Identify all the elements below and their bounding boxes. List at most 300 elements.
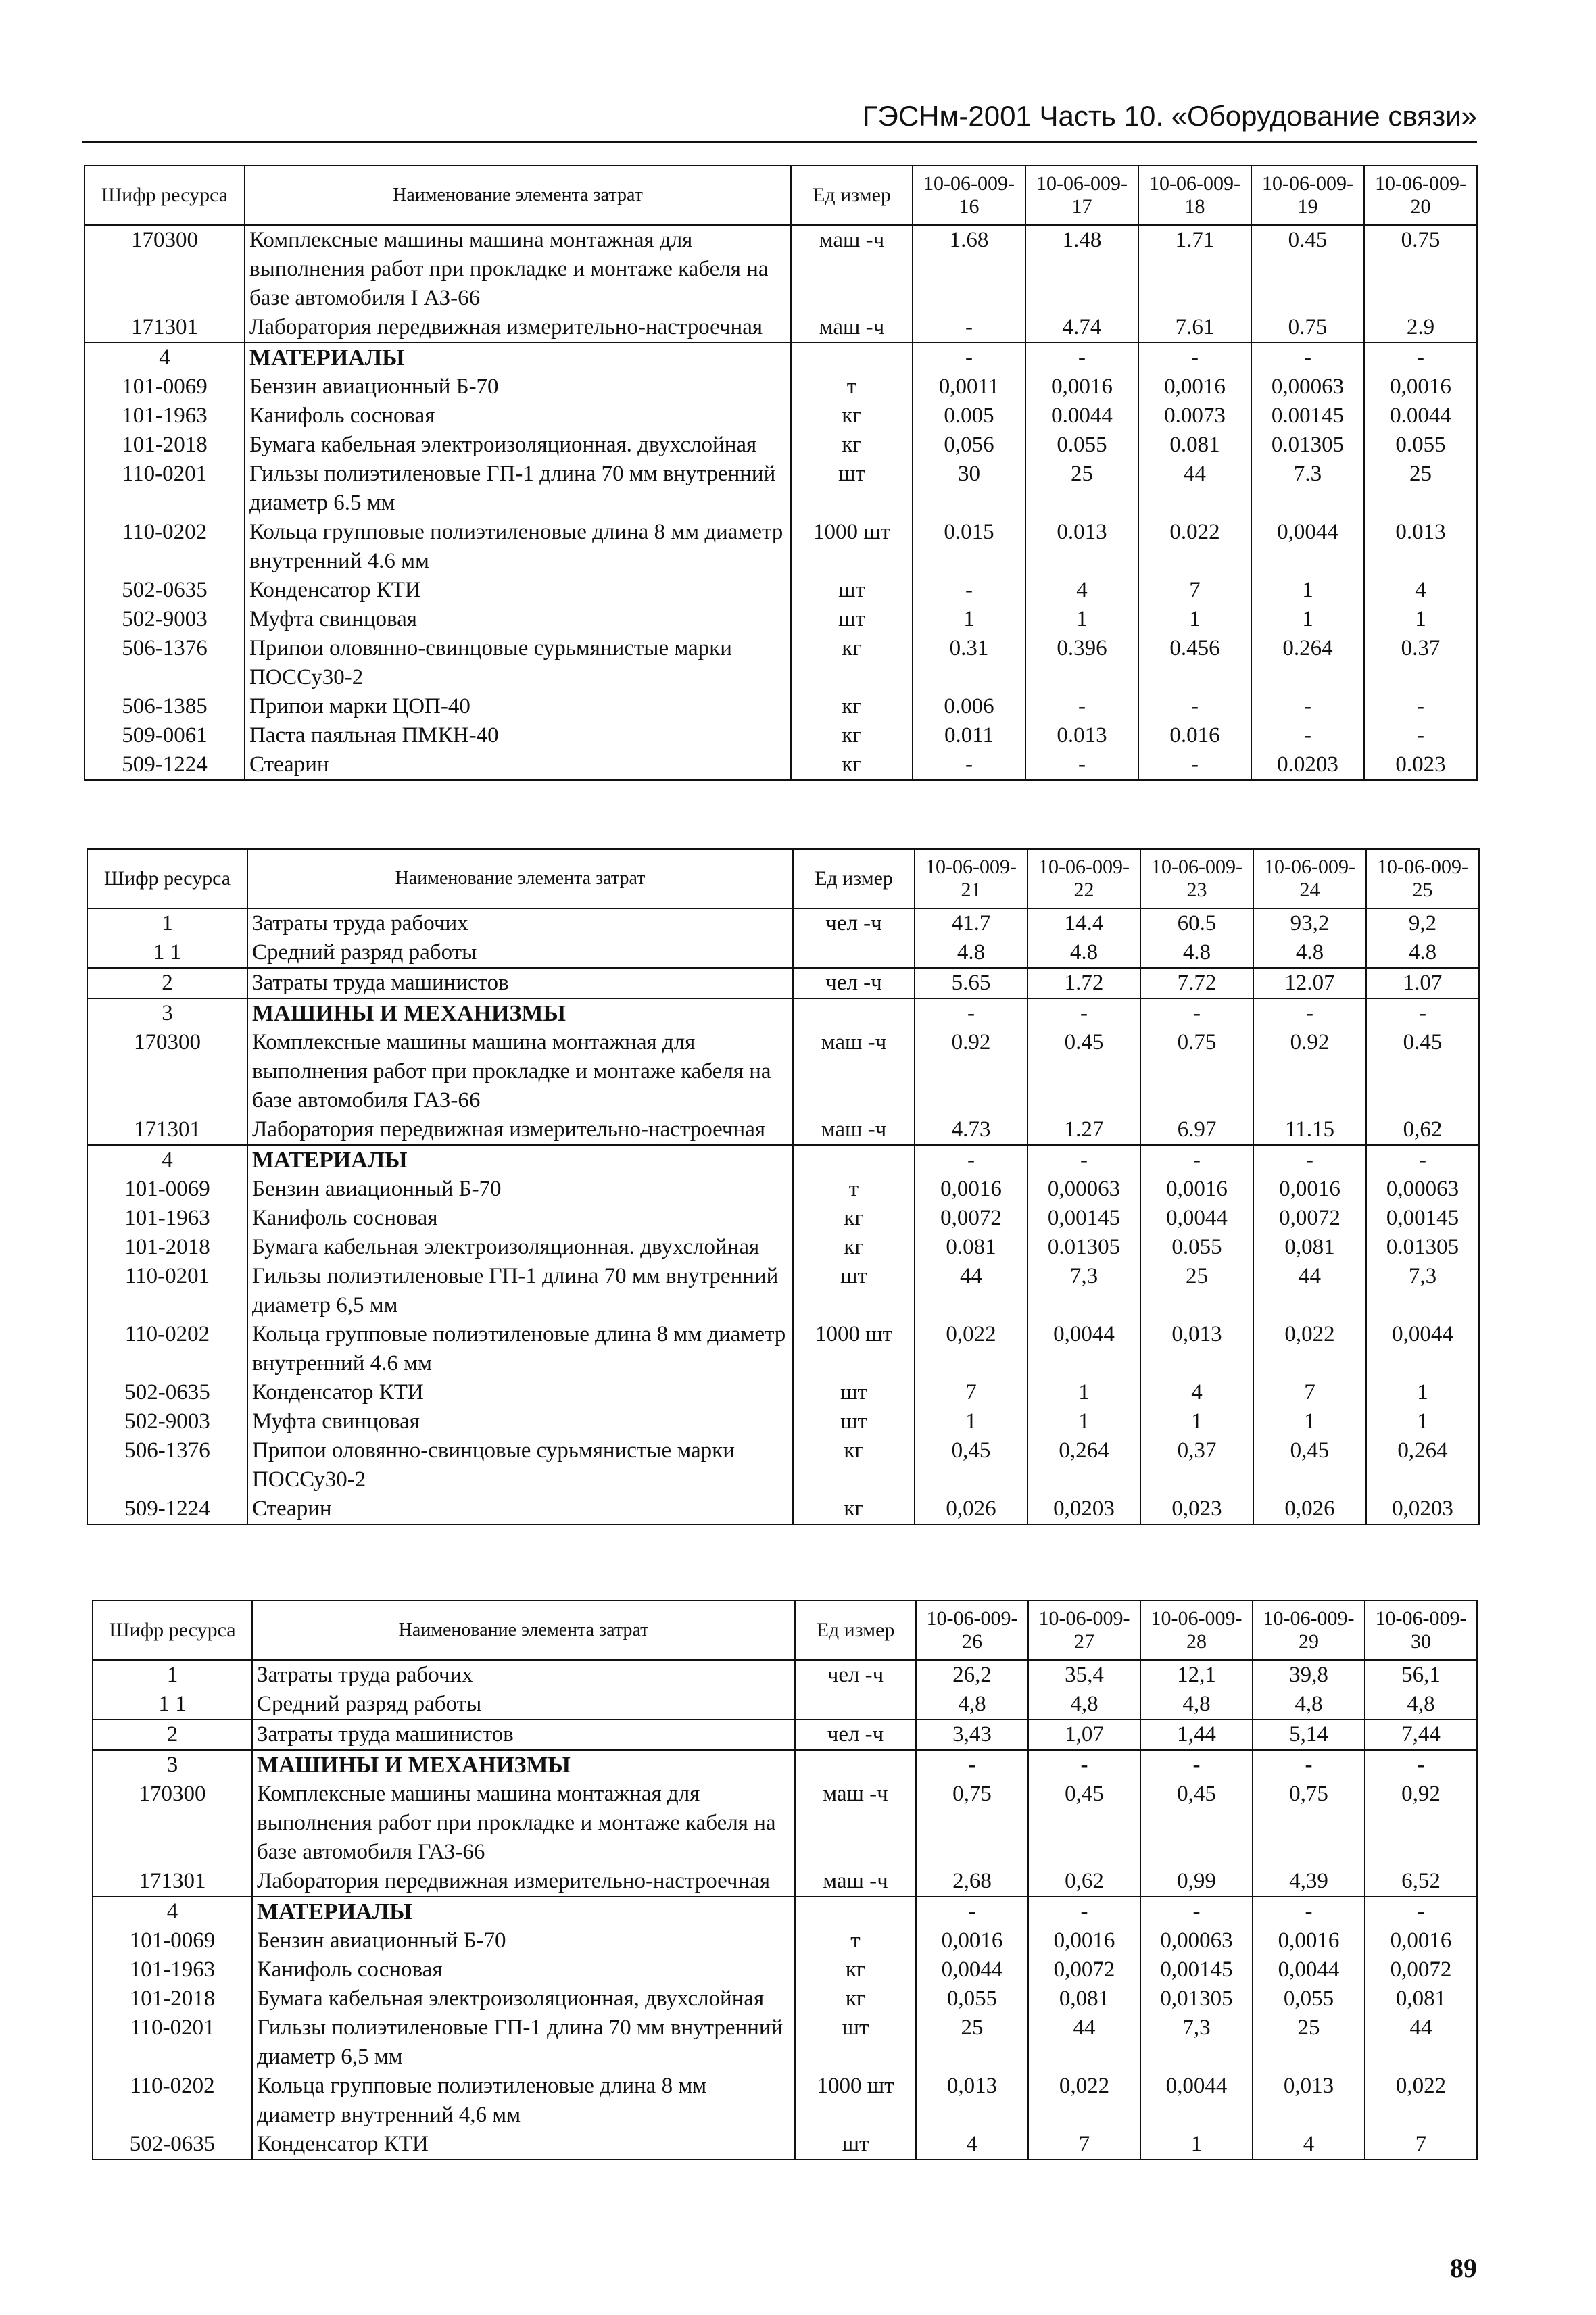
norm-value: 0,75 xyxy=(1253,1780,1365,1867)
resource-code: 110-0202 xyxy=(87,1320,247,1378)
norm-value: 0.005 xyxy=(913,401,1025,431)
norm-value: 4.8 xyxy=(1253,938,1366,968)
norm-value: 0,056 xyxy=(913,431,1025,460)
norm-value: 0,00063 xyxy=(1251,372,1364,401)
norm-value: 1 xyxy=(1140,1407,1253,1436)
norm-value: 0,022 xyxy=(1365,2072,1477,2130)
norm-value: 0,0016 xyxy=(1365,1926,1477,1955)
cost-element-name: МАТЕРИАЛЫ xyxy=(245,343,791,372)
header-norm-code: 10-06-009-24 xyxy=(1253,849,1366,908)
norm-value: 7 xyxy=(1365,2130,1477,2160)
norm-value: 0.01305 xyxy=(1251,431,1364,460)
norm-value: 0.022 xyxy=(1138,518,1251,576)
header-norm-code: 10-06-009-29 xyxy=(1253,1601,1365,1660)
norm-value: 0.92 xyxy=(915,1028,1027,1115)
unit-of-measure: чел -ч xyxy=(793,908,915,938)
norm-value: 4,8 xyxy=(1253,1690,1365,1720)
norm-value: 0,62 xyxy=(1366,1115,1479,1145)
cost-element-name: Муфта свинцовая xyxy=(245,605,791,634)
header-norm-code: 10-06-009-16 xyxy=(913,166,1025,225)
norm-value: 0.055 xyxy=(1025,431,1138,460)
norm-value: 0,081 xyxy=(1028,1984,1140,2014)
unit-of-measure: кг xyxy=(791,401,913,431)
norm-value: 0.75 xyxy=(1251,313,1364,343)
norm-value: 56,1 xyxy=(1365,1660,1477,1690)
unit-of-measure: кг xyxy=(793,1204,915,1233)
unit-of-measure: кг xyxy=(793,1233,915,1262)
norm-value: 0,0044 xyxy=(1251,518,1364,576)
resource-code: 170300 xyxy=(93,1780,252,1867)
norm-value: 0,0044 xyxy=(916,1955,1028,1984)
unit-of-measure: шт xyxy=(793,1407,915,1436)
unit-of-measure: маш -ч xyxy=(791,313,913,343)
norm-value: 5,14 xyxy=(1253,1720,1365,1750)
resource-code: 502-0635 xyxy=(93,2130,252,2160)
norm-value: 7,3 xyxy=(1366,1262,1479,1320)
cost-element-name: Бензин авиационный Б-70 xyxy=(252,1926,795,1955)
norm-value: 0.055 xyxy=(1140,1233,1253,1262)
header-unit: Ед измер xyxy=(791,166,913,225)
header-norm-code: 10-06-009-19 xyxy=(1251,166,1364,225)
norm-value: 7,3 xyxy=(1140,2014,1253,2072)
resource-code: 171301 xyxy=(87,1115,247,1145)
norm-value: - xyxy=(1027,1145,1140,1175)
norm-value: 1,07 xyxy=(1028,1720,1140,1750)
norm-value: 0,0016 xyxy=(1364,372,1477,401)
cost-element-name: Затраты труда рабочих xyxy=(252,1660,795,1690)
resource-code: 101-1963 xyxy=(84,401,245,431)
norm-value: 3,43 xyxy=(916,1720,1028,1750)
resource-code: 506-1385 xyxy=(84,692,245,721)
cost-element-name: Стеарин xyxy=(247,1494,793,1524)
cost-element-name: Затраты труда машинистов xyxy=(252,1720,795,1750)
norm-value: 0,0011 xyxy=(913,372,1025,401)
table-row xyxy=(84,634,1477,692)
resource-code: 101-0069 xyxy=(84,372,245,401)
norm-value: 0.75 xyxy=(1364,225,1477,313)
norm-value: 35,4 xyxy=(1028,1660,1140,1690)
norm-value: - xyxy=(1138,343,1251,372)
norm-value: 4,8 xyxy=(1140,1690,1253,1720)
norm-value: 4 xyxy=(1253,2130,1365,2160)
norm-value: - xyxy=(1140,1897,1253,1926)
norm-value: - xyxy=(913,750,1025,780)
resource-code: 101-0069 xyxy=(93,1926,252,1955)
estimate-table-2 xyxy=(87,848,1480,1525)
unit-of-measure: чел -ч xyxy=(793,968,915,998)
norm-value: 7 xyxy=(1253,1378,1366,1407)
resource-code: 502-9003 xyxy=(84,605,245,634)
norm-value: 25 xyxy=(1364,460,1477,518)
norm-value: 14.4 xyxy=(1027,908,1140,938)
section-row xyxy=(87,1145,1479,1175)
norm-value: 1.27 xyxy=(1027,1115,1140,1145)
norm-value: 0,055 xyxy=(916,1984,1028,2014)
norm-value: 0,0016 xyxy=(915,1175,1027,1204)
norm-value: 12.07 xyxy=(1253,968,1366,998)
norm-value: 0,37 xyxy=(1140,1436,1253,1494)
norm-value: 7,44 xyxy=(1365,1720,1477,1750)
table-row xyxy=(84,750,1477,780)
norm-value: 1 xyxy=(1366,1378,1479,1407)
unit-of-measure: кг xyxy=(791,692,913,721)
table-row xyxy=(93,2072,1477,2130)
header-norm-code: 10-06-009-30 xyxy=(1365,1601,1477,1660)
norm-value: 0.016 xyxy=(1138,721,1251,750)
header-norm-code: 10-06-009-26 xyxy=(916,1601,1028,1660)
table-header-row xyxy=(93,1601,1477,1660)
norm-value: 25 xyxy=(916,2014,1028,2072)
resource-code: 170300 xyxy=(84,225,245,313)
norm-value: 2,68 xyxy=(916,1867,1028,1897)
cost-element-name: Гильзы полиэтиленовые ГП-1 длина 70 мм внутренний диаметр 6,5 мм xyxy=(252,2014,795,2072)
norm-value: 4.8 xyxy=(915,938,1027,968)
cost-element-name: Лаборатория передвижная измерительно-настроечная xyxy=(252,1867,795,1897)
norm-value: 0,0044 xyxy=(1140,1204,1253,1233)
resource-code: 502-9003 xyxy=(87,1407,247,1436)
norm-value: - xyxy=(916,1750,1028,1780)
table-row xyxy=(87,908,1479,938)
norm-value: 0.00145 xyxy=(1251,401,1364,431)
norm-value: 0.013 xyxy=(1025,518,1138,576)
norm-value: - xyxy=(1253,998,1366,1028)
norm-value: 0.01305 xyxy=(1366,1233,1479,1262)
cost-element-name: Средний разряд работы xyxy=(247,938,793,968)
table-row xyxy=(93,1690,1477,1720)
norm-value: 0,01305 xyxy=(1140,1984,1253,2014)
norm-value: 0,0203 xyxy=(1027,1494,1140,1524)
norm-value: 0.456 xyxy=(1138,634,1251,692)
resource-code: 101-1963 xyxy=(93,1955,252,1984)
table-row xyxy=(84,401,1477,431)
norm-value: 0,0072 xyxy=(1253,1204,1366,1233)
norm-value: 0.396 xyxy=(1025,634,1138,692)
norm-value: 4.8 xyxy=(1366,938,1479,968)
page-header-title: ГЭСНм-2001 Часть 10. «Оборудование связи» xyxy=(862,100,1477,132)
norm-value: 4.8 xyxy=(1027,938,1140,968)
table-row xyxy=(87,1494,1479,1524)
norm-value: 0.264 xyxy=(1251,634,1364,692)
unit-of-measure xyxy=(793,938,915,968)
norm-value: - xyxy=(1028,1897,1140,1926)
norm-value: 11.15 xyxy=(1253,1115,1366,1145)
table-row xyxy=(84,372,1477,401)
norm-value: 0.37 xyxy=(1364,634,1477,692)
header-norm-code: 10-06-009-21 xyxy=(915,849,1027,908)
norm-value: 0,0016 xyxy=(916,1926,1028,1955)
norm-value: 1 xyxy=(1364,605,1477,634)
table-row xyxy=(87,1320,1479,1378)
cost-element-name: Бумага кабельная электроизоляционная. двухслойная xyxy=(247,1233,793,1262)
table-row xyxy=(84,576,1477,605)
norm-value: 0,99 xyxy=(1140,1867,1253,1897)
norm-value: 0.081 xyxy=(1138,431,1251,460)
table-row xyxy=(84,313,1477,343)
norm-value: - xyxy=(916,1897,1028,1926)
cost-element-name: МАТЕРИАЛЫ xyxy=(252,1897,795,1926)
table-row xyxy=(93,1926,1477,1955)
norm-value: 0.006 xyxy=(913,692,1025,721)
table-row xyxy=(84,518,1477,576)
norm-value: 25 xyxy=(1025,460,1138,518)
norm-value: 1.68 xyxy=(913,225,1025,313)
norm-value: 0,0016 xyxy=(1138,372,1251,401)
norm-value: 1 xyxy=(1027,1378,1140,1407)
norm-value: 44 xyxy=(1138,460,1251,518)
header-norm-code: 10-06-009-27 xyxy=(1028,1601,1140,1660)
resource-code: 1 xyxy=(93,1660,252,1690)
norm-value: - xyxy=(1253,1897,1365,1926)
norm-value: 44 xyxy=(1028,2014,1140,2072)
norm-value: 0.0073 xyxy=(1138,401,1251,431)
resource-code: 110-0201 xyxy=(93,2014,252,2072)
norm-value: 1 xyxy=(1251,605,1364,634)
norm-value: 0,00145 xyxy=(1140,1955,1253,1984)
unit-of-measure: кг xyxy=(791,431,913,460)
norm-value: 6,52 xyxy=(1365,1867,1477,1897)
resource-code: 2 xyxy=(93,1720,252,1750)
cost-element-name: Стеарин xyxy=(245,750,791,780)
norm-value: - xyxy=(1364,692,1477,721)
resource-code: 506-1376 xyxy=(84,634,245,692)
header-norm-code: 10-06-009-22 xyxy=(1027,849,1140,908)
cost-element-name: Канифоль сосновая xyxy=(252,1955,795,1984)
norm-value: 4 xyxy=(1364,576,1477,605)
table-row xyxy=(87,1175,1479,1204)
norm-value: 0,013 xyxy=(1140,1320,1253,1378)
unit-of-measure: маш -ч xyxy=(793,1115,915,1145)
norm-value: 4.74 xyxy=(1025,313,1138,343)
norm-value: - xyxy=(1251,721,1364,750)
resource-code: 509-0061 xyxy=(84,721,245,750)
unit-of-measure: шт xyxy=(791,576,913,605)
resource-code: 101-2018 xyxy=(87,1233,247,1262)
norm-value: 1 xyxy=(915,1407,1027,1436)
header-norm-code: 10-06-009-23 xyxy=(1140,849,1253,908)
norm-value: - xyxy=(1140,1145,1253,1175)
resource-code: 101-1963 xyxy=(87,1204,247,1233)
norm-value: 0,0016 xyxy=(1028,1926,1140,1955)
resource-code: 502-0635 xyxy=(84,576,245,605)
norm-value: - xyxy=(915,998,1027,1028)
norm-value: 0.45 xyxy=(1251,225,1364,313)
norm-value: - xyxy=(1027,998,1140,1028)
resource-code: 509-1224 xyxy=(84,750,245,780)
cost-element-name: Канифоль сосновая xyxy=(245,401,791,431)
header-unit: Ед измер xyxy=(793,849,915,908)
norm-value: 0,92 xyxy=(1365,1780,1477,1867)
cost-element-name: Комплексные машины машина монтажная для выполнения работ при прокладке и монтаже кабеля на базе автомобиля ГАЗ-66 xyxy=(247,1028,793,1115)
unit-of-measure xyxy=(791,343,913,372)
unit-of-measure: 1000 шт xyxy=(795,2072,916,2130)
norm-value: - xyxy=(1251,692,1364,721)
unit-of-measure: 1000 шт xyxy=(793,1320,915,1378)
unit-of-measure: кг xyxy=(791,750,913,780)
unit-of-measure: шт xyxy=(791,605,913,634)
cost-element-name: Лаборатория передвижная измерительно-настроечная xyxy=(245,313,791,343)
norm-value: 0,022 xyxy=(915,1320,1027,1378)
header-norm-code: 10-06-009-25 xyxy=(1366,849,1479,908)
norm-value: 0,00063 xyxy=(1027,1175,1140,1204)
header-norm-code: 10-06-009-17 xyxy=(1025,166,1138,225)
unit-of-measure: кг xyxy=(795,1984,916,2014)
norm-value: 4 xyxy=(1025,576,1138,605)
unit-of-measure xyxy=(795,1897,916,1926)
norm-value: 0.013 xyxy=(1025,721,1138,750)
cost-element-name: Конденсатор КТИ xyxy=(247,1378,793,1407)
section-row xyxy=(84,343,1477,372)
norm-value: - xyxy=(913,343,1025,372)
table-row xyxy=(84,225,1477,313)
norm-value: 0,0044 xyxy=(1366,1320,1479,1378)
norm-value: 1,44 xyxy=(1140,1720,1253,1750)
norm-value: 1.71 xyxy=(1138,225,1251,313)
norm-value: 4.73 xyxy=(915,1115,1027,1145)
unit-of-measure: 1000 шт xyxy=(791,518,913,576)
norm-value: 1 xyxy=(1251,576,1364,605)
norm-value: 0.055 xyxy=(1364,431,1477,460)
unit-of-measure: маш -ч xyxy=(793,1028,915,1115)
resource-code: 171301 xyxy=(93,1867,252,1897)
page-number: 89 xyxy=(1450,2253,1477,2283)
norm-value: 0,264 xyxy=(1027,1436,1140,1494)
norm-value: 2.9 xyxy=(1364,313,1477,343)
resource-code: 101-2018 xyxy=(84,431,245,460)
table-row xyxy=(87,1407,1479,1436)
norm-value: 0,026 xyxy=(1253,1494,1366,1524)
norm-value: 6.97 xyxy=(1140,1115,1253,1145)
cost-element-name: Паста паяльная ПМКН-40 xyxy=(245,721,791,750)
norm-value: 0.0203 xyxy=(1251,750,1364,780)
table-row xyxy=(84,460,1477,518)
unit-of-measure xyxy=(793,998,915,1028)
norm-value: 0.75 xyxy=(1140,1028,1253,1115)
header-resource-code: Шифр ресурса xyxy=(87,849,247,908)
norm-value: - xyxy=(1366,998,1479,1028)
table-row xyxy=(87,1233,1479,1262)
norm-value: 0.013 xyxy=(1364,518,1477,576)
header-cost-element-name: Наименование элемента затрат xyxy=(252,1601,795,1660)
section-row xyxy=(93,1897,1477,1926)
norm-value: 12,1 xyxy=(1140,1660,1253,1690)
resource-code: 170300 xyxy=(87,1028,247,1115)
norm-value: 0,055 xyxy=(1253,1984,1365,2014)
header-cost-element-name: Наименование элемента затрат xyxy=(245,166,791,225)
norm-value: 4 xyxy=(1140,1378,1253,1407)
unit-of-measure: кг xyxy=(791,634,913,692)
table-row xyxy=(87,1262,1479,1320)
table-row xyxy=(93,1780,1477,1867)
norm-value: - xyxy=(1365,1750,1477,1780)
table-row xyxy=(93,2130,1477,2160)
unit-of-measure: чел -ч xyxy=(795,1720,916,1750)
norm-value: - xyxy=(913,313,1025,343)
norm-value: 41.7 xyxy=(915,908,1027,938)
section-row xyxy=(93,1750,1477,1780)
unit-of-measure: маш -ч xyxy=(795,1867,916,1897)
norm-value: 0,0016 xyxy=(1253,1175,1366,1204)
unit-of-measure: чел -ч xyxy=(795,1660,916,1690)
norm-value: - xyxy=(1025,343,1138,372)
norm-value: 25 xyxy=(1140,1262,1253,1320)
header-rule xyxy=(82,141,1477,143)
norm-value: 0,0016 xyxy=(1025,372,1138,401)
norm-value: 0.081 xyxy=(915,1233,1027,1262)
norm-value: 0,00063 xyxy=(1366,1175,1479,1204)
norm-value: 0,0072 xyxy=(1028,1955,1140,1984)
norm-value: 0,62 xyxy=(1028,1867,1140,1897)
header-unit: Ед измер xyxy=(795,1601,916,1660)
resource-code: 1 1 xyxy=(87,938,247,968)
norm-value: 7.72 xyxy=(1140,968,1253,998)
resource-code: 4 xyxy=(93,1897,252,1926)
table-row xyxy=(87,968,1479,998)
resource-code: 509-1224 xyxy=(87,1494,247,1524)
resource-code: 502-0635 xyxy=(87,1378,247,1407)
norm-value: 1 xyxy=(1366,1407,1479,1436)
resource-code: 4 xyxy=(84,343,245,372)
resource-code: 110-0202 xyxy=(93,2072,252,2130)
norm-value: 30 xyxy=(913,460,1025,518)
header-resource-code: Шифр ресурса xyxy=(84,166,245,225)
cost-element-name: Бензин авиационный Б-70 xyxy=(247,1175,793,1204)
norm-value: 5.65 xyxy=(915,968,1027,998)
resource-code: 101-0069 xyxy=(87,1175,247,1204)
cost-element-name: Комплексные машины машина монтажная для выполнения работ при прокладке и монтаже кабеля на базе автомобиля ГАЗ-66 xyxy=(252,1780,795,1867)
norm-value: 1 xyxy=(1140,2130,1253,2160)
unit-of-measure: т xyxy=(791,372,913,401)
norm-value: - xyxy=(1251,343,1364,372)
norm-value: 0.011 xyxy=(913,721,1025,750)
norm-value: 7 xyxy=(915,1378,1027,1407)
norm-value: 0,45 xyxy=(1140,1780,1253,1867)
header-resource-code: Шифр ресурса xyxy=(93,1601,252,1660)
norm-value: - xyxy=(1364,721,1477,750)
cost-element-name: Кольца групповые полиэтиленовые длина 8 мм диаметр внутренний 4,6 мм xyxy=(252,2072,795,2130)
norm-value: - xyxy=(915,1145,1027,1175)
cost-element-name: Кольца групповые полиэтиленовые длина 8 мм диаметр внутренний 4.6 мм xyxy=(245,518,791,576)
cost-element-name: Припои оловянно-свинцовые сурьмянистые марки ПОССу30-2 xyxy=(247,1436,793,1494)
cost-element-name: МАШИНЫ И МЕХАНИЗМЫ xyxy=(247,998,793,1028)
norm-value: - xyxy=(1138,692,1251,721)
unit-of-measure xyxy=(795,1750,916,1780)
cost-element-name: Бензин авиационный Б-70 xyxy=(245,372,791,401)
norm-value: 1.07 xyxy=(1366,968,1479,998)
cost-element-name: Гильзы полиэтиленовые ГП-1 длина 70 мм внутренний диаметр 6.5 мм xyxy=(245,460,791,518)
unit-of-measure: т xyxy=(795,1926,916,1955)
norm-value: 0,023 xyxy=(1140,1494,1253,1524)
norm-value: 1 xyxy=(1027,1407,1140,1436)
table-row xyxy=(84,721,1477,750)
resource-code: 171301 xyxy=(84,313,245,343)
norm-value: 0,45 xyxy=(1028,1780,1140,1867)
norm-value: 0.0044 xyxy=(1364,401,1477,431)
norm-value: 7.61 xyxy=(1138,313,1251,343)
cost-element-name: Муфта свинцовая xyxy=(247,1407,793,1436)
cost-element-name: Припои марки ЦОП-40 xyxy=(245,692,791,721)
norm-value: 4,8 xyxy=(1365,1690,1477,1720)
unit-of-measure: шт xyxy=(795,2130,916,2160)
resource-code: 110-0202 xyxy=(84,518,245,576)
norm-value: - xyxy=(1364,343,1477,372)
table-row xyxy=(84,692,1477,721)
norm-value: 0.92 xyxy=(1253,1028,1366,1115)
norm-value: 0,0072 xyxy=(915,1204,1027,1233)
norm-value: 7.3 xyxy=(1251,460,1364,518)
norm-value: 0,013 xyxy=(916,2072,1028,2130)
cost-element-name: Бумага кабельная электроизоляционная, двухслойная xyxy=(252,1984,795,2014)
header-norm-code: 10-06-009-18 xyxy=(1138,166,1251,225)
